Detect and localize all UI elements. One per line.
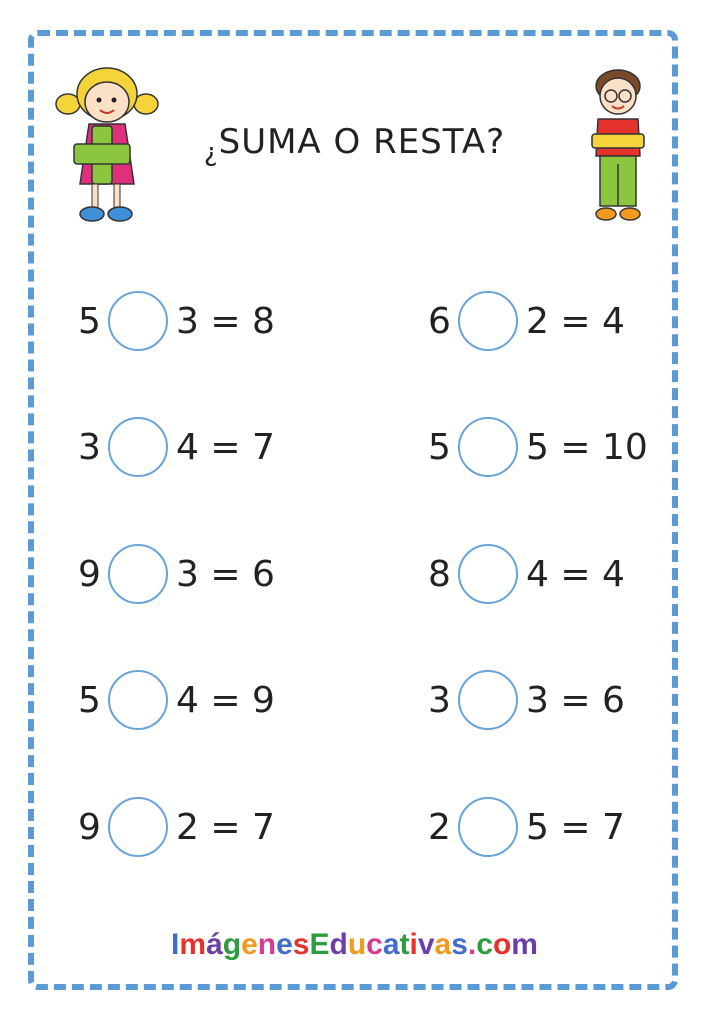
answer-circle[interactable] [108,291,168,351]
equals-sign: = [548,806,602,848]
answer-circle[interactable] [458,417,518,477]
equals-sign: = [548,553,602,595]
operand-a: 9 [78,553,101,595]
equals-sign: = [198,806,252,848]
problem-8 [428,665,625,735]
result: 4 [601,553,625,595]
worksheet-title [0,122,709,168]
footer-letter: a [382,928,400,961]
footer-letter: e [276,928,293,961]
result: 9 [251,679,275,721]
operand-b: 4 [526,553,549,595]
result: 7 [601,806,625,848]
equals-sign: = [548,679,602,721]
footer-letter: i [409,928,418,961]
operand-a: 3 [428,679,451,721]
equals-sign: = [198,300,252,342]
operand-a: 5 [78,300,101,342]
footer-letter: o [492,928,512,961]
answer-circle[interactable] [458,670,518,730]
operand-a: 9 [78,806,101,848]
operand-a: 5 [78,679,101,721]
footer-letter: m [511,928,538,961]
operand-a: 5 [428,426,451,468]
problem-9 [78,792,275,862]
footer-letter: d [329,928,348,961]
footer-letter: á [206,928,223,961]
answer-circle[interactable] [108,670,168,730]
problem-7 [78,665,275,735]
footer-letter: n [257,928,277,961]
footer-letter: m [179,928,207,961]
operand-b: 3 [526,679,549,721]
operand-b: 5 [526,806,549,848]
equals-sign: = [198,679,252,721]
answer-circle[interactable] [108,544,168,604]
answer-circle[interactable] [108,797,168,857]
footer-letter: g [222,928,242,961]
problem-5 [78,539,275,609]
operand-a: 2 [428,806,451,848]
answer-circle[interactable] [458,291,518,351]
problem-6 [428,539,625,609]
operand-b: 2 [176,806,199,848]
equals-sign: = [548,300,602,342]
result: 6 [601,679,625,721]
operand-b: 4 [176,426,199,468]
result: 6 [251,553,275,595]
problem-3 [78,412,275,482]
footer-letter: e [241,928,258,961]
footer-letter: s [451,928,468,961]
problem-1 [78,286,275,356]
operand-b: 5 [526,426,549,468]
footer-letter: u [347,928,367,961]
operand-b: 3 [176,300,199,342]
footer-letter: t [399,928,410,961]
footer-letter: c [366,928,383,961]
problem-4 [428,412,648,482]
result: 7 [251,426,275,468]
problem-2 [428,286,625,356]
equals-sign: = [548,426,602,468]
answer-circle[interactable] [458,797,518,857]
problem-10 [428,792,625,862]
operand-a: 3 [78,426,101,468]
footer-letter: v [417,928,435,961]
footer-letter: a [434,928,452,961]
footer-website-logo [0,928,709,962]
operand-b: 4 [176,679,199,721]
result: 4 [601,300,625,342]
title-question-prefix: ¿ [203,138,219,168]
equals-sign: = [198,553,252,595]
operand-a: 8 [428,553,451,595]
operand-a: 6 [428,300,451,342]
title-text: SUMA O RESTA? [218,122,506,162]
result: 10 [601,426,648,468]
result: 7 [251,806,275,848]
operand-b: 3 [176,553,199,595]
result: 8 [251,300,275,342]
operand-b: 2 [526,300,549,342]
footer-letter: . [467,928,477,961]
footer-letter: I [171,928,180,961]
footer-letter: s [292,928,310,961]
footer-letter: E [309,928,330,961]
equals-sign: = [198,426,252,468]
answer-circle[interactable] [458,544,518,604]
footer-letter: c [476,928,493,961]
answer-circle[interactable] [108,417,168,477]
